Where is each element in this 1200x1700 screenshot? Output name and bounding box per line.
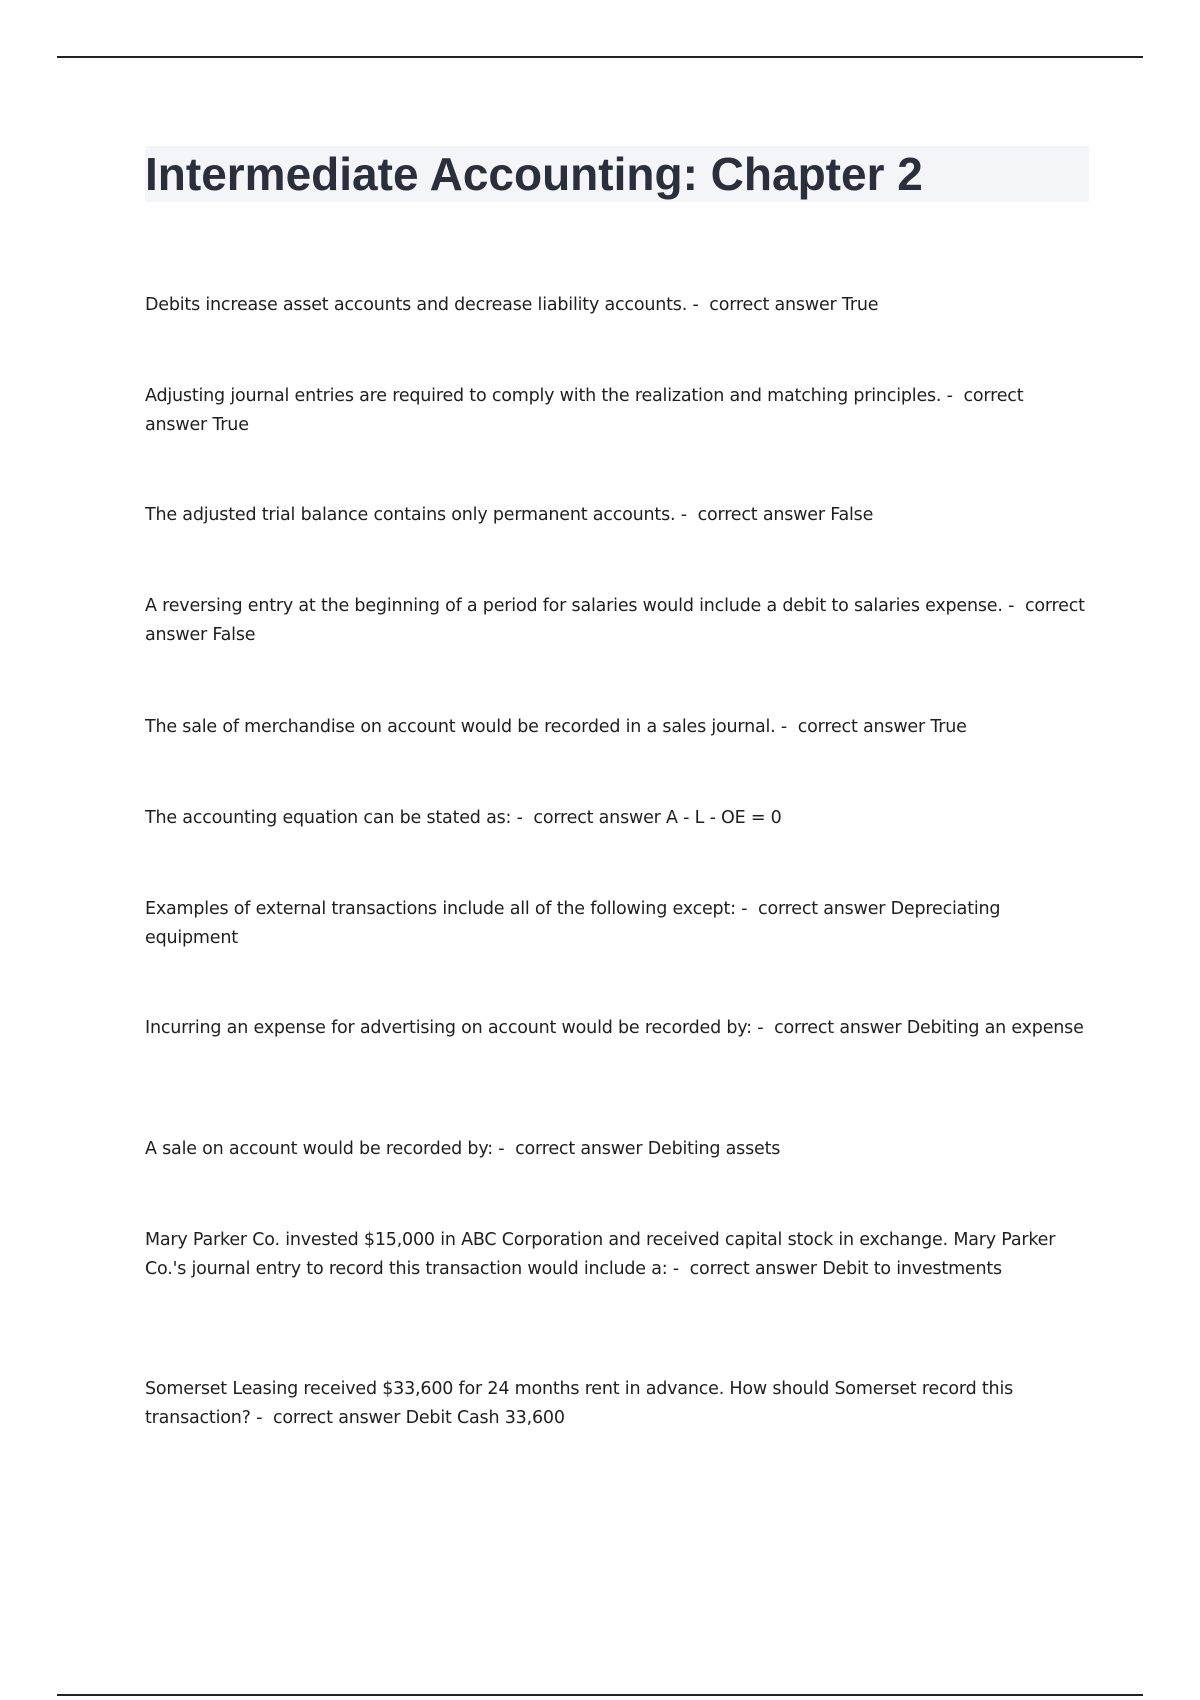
- question-text: Debits increase asset accounts and decrease liability accounts.: [145, 295, 688, 315]
- answer-prefix: correct answer: [689, 1259, 817, 1279]
- separator: -: [751, 1018, 775, 1038]
- separator: -: [667, 1259, 690, 1279]
- answer-text: True: [212, 415, 249, 435]
- question-text: Examples of external transactions include all of the following except:: [145, 899, 736, 919]
- answer-prefix: correct answer: [758, 899, 886, 919]
- question-text: Incurring an expense for advertising on account would be recorded by:: [145, 1018, 752, 1038]
- separator: -: [492, 1139, 516, 1159]
- bottom-rule: [57, 1694, 1143, 1696]
- document-title: Intermediate Accounting: Chapter 2: [145, 148, 923, 200]
- separator: -: [687, 295, 710, 315]
- separator: -: [675, 505, 698, 525]
- separator: -: [511, 808, 534, 828]
- qa-item: [145, 501, 1085, 530]
- answer-text: Debit Cash 33,600: [405, 1408, 565, 1428]
- question-text: The accounting equation can be stated as:: [145, 808, 512, 828]
- answer-text: Debit to investments: [822, 1259, 1002, 1279]
- separator: -: [941, 386, 964, 406]
- answer-text: Debiting assets: [647, 1139, 781, 1159]
- question-text: Mary Parker Co. invested $15,000 in ABC Corporation and received capital stock in exchange. Mary Parker Co.'s journal entry to record this transaction would include a:: [145, 1230, 1056, 1279]
- question-text: The sale of merchandise on account would be recorded in a sales journal.: [145, 717, 776, 737]
- qa-item: [145, 1375, 1085, 1433]
- answer-prefix: correct answer: [145, 596, 1085, 645]
- separator: -: [250, 1408, 273, 1428]
- question-text: Adjusting journal entries are required to comply with the realization and matching principles.: [145, 386, 942, 406]
- qa-item: [145, 713, 1085, 742]
- question-text: The adjusted trial balance contains only permanent accounts.: [145, 505, 676, 525]
- answer-text: True: [841, 295, 879, 315]
- answer-prefix: correct answer: [533, 808, 661, 828]
- qa-item: [145, 1226, 1085, 1284]
- question-text: A sale on account would be recorded by:: [145, 1139, 493, 1159]
- answer-prefix: correct answer: [272, 1408, 401, 1428]
- answer-prefix: correct answer: [709, 295, 837, 315]
- answer-prefix: correct answer: [697, 505, 825, 525]
- qa-item: [145, 291, 1085, 320]
- qa-item: [145, 592, 1085, 650]
- question-text: Somerset Leasing received $33,600 for 24 months rent in advance. How should Somerset record this transaction?: [145, 1379, 1014, 1428]
- answer-text: False: [830, 505, 874, 525]
- qa-item: [145, 382, 1085, 440]
- question-text: A reversing entry at the beginning of a period for salaries would include a debit to salaries expense.: [145, 596, 1003, 616]
- answer-text: A - L - OE = 0: [666, 808, 782, 828]
- qa-item: [145, 1014, 1085, 1043]
- separator: -: [735, 899, 759, 919]
- answer-text: Depreciating equipment: [145, 899, 1001, 948]
- answer-text: False: [212, 625, 256, 645]
- answer-prefix: correct answer: [774, 1018, 902, 1038]
- qa-item: [145, 1135, 1085, 1164]
- separator: -: [775, 717, 798, 737]
- top-rule: [57, 56, 1143, 58]
- qa-item: [145, 895, 1085, 953]
- answer-prefix: correct answer: [145, 386, 1024, 435]
- separator: -: [1002, 596, 1025, 616]
- qa-item: [145, 804, 1085, 833]
- answer-text: True: [930, 717, 967, 737]
- answer-text: Debiting an expense: [906, 1018, 1084, 1038]
- answer-prefix: correct answer: [797, 717, 925, 737]
- answer-prefix: correct answer: [515, 1139, 643, 1159]
